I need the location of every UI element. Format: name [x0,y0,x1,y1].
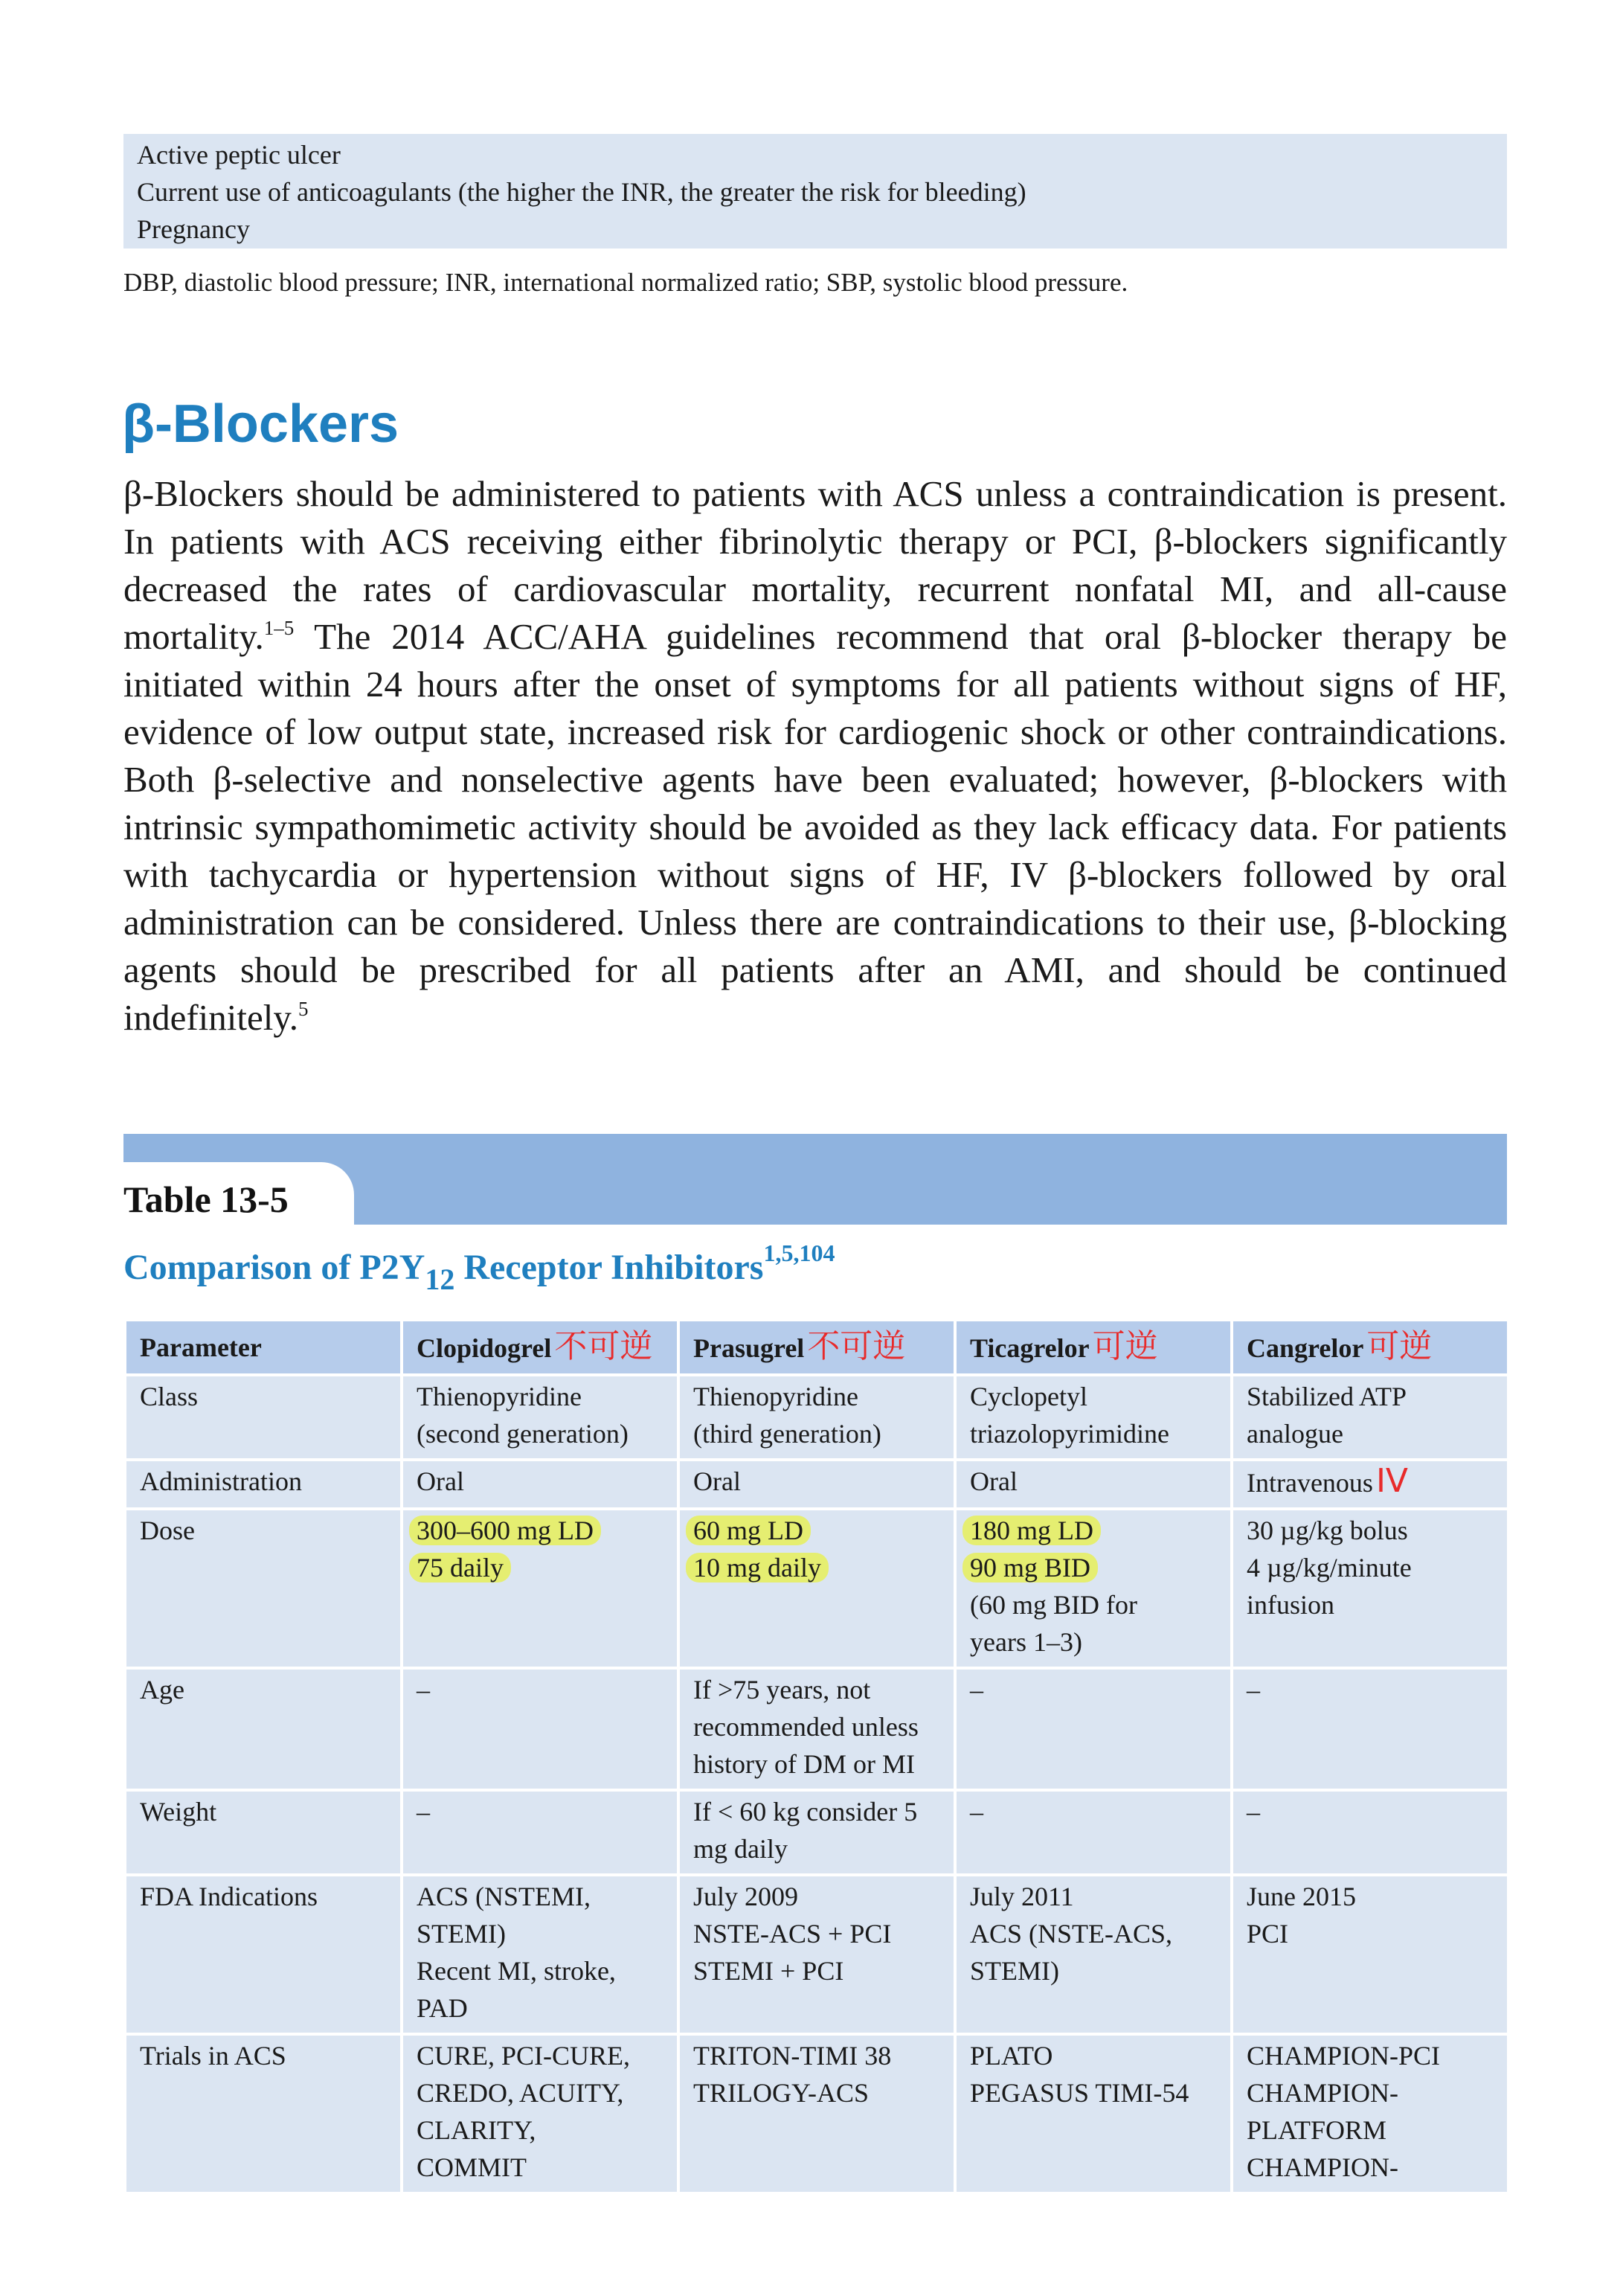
table-cell: – [955,1790,1232,1875]
row-label: FDA Indications [125,1875,402,2034]
subscript: 12 [425,1263,455,1296]
table-cell: CURE, PCI-CURE, CREDO, ACUITY, CLARITY, COMMIT [402,2034,678,2193]
table-cell: PLATO PEGASUS TIMI-54 [955,2034,1232,2193]
header-prasugrel: Prasugrel不可逆 [678,1320,955,1375]
table-row [125,1460,1508,1509]
table-cell: Oral [402,1460,678,1509]
row-label: Administration [125,1460,402,1509]
table-cell: – [955,1668,1232,1790]
table-cell: 30 µg/kg bolus 4 µg/kg/minute infusion [1232,1509,1508,1668]
table-cell: – [1232,1668,1508,1790]
table-cell: July 2011 ACS (NSTE-ACS, STEMI) [955,1875,1232,2034]
table-cell: Oral [955,1460,1232,1509]
section-heading: β-Blockers [122,394,399,454]
table-cell [402,1509,678,1668]
row-label: Class [125,1375,402,1460]
table-cell: – [402,1668,678,1790]
highlighted-text: 90 mg BID [962,1553,1098,1582]
table-cell: CHAMPION-PCI CHAMPION- PLATFORM CHAMPION- [1232,2034,1508,2193]
table-row [125,1875,1508,2034]
paragraph-text: The 2014 ACC/AHA guidelines recommend that oral β-blocker therapy be initiated within 24 hours after the onset of symptoms for all patients without signs of HF, evidence of low output state, increased risk for cardiogenic shock or other contraindications. Both β-selective and nonselective agents have been evaluated; however, β-blockers with intrinsic sympathomimetic activity should be avoided as they lack efficacy data. For patients with tachycardia or hypertension without signs of HF, IV β-blockers followed by oral administration can be considered. Unless there are contraindications to their use, β-blocking agents should be prescribed for all patients after an AMI, and should be continued indefinitely. [123,616,1507,1038]
abbreviations-footnote: DBP, diastolic blood pressure; INR, international normalized ratio; SBP, systolic blood pressure. [123,268,1128,297]
header-cangrelor: Cangrelor可逆 [1232,1320,1508,1375]
table-row [125,1790,1508,1875]
highlighted-text: 300–600 mg LD [409,1516,601,1545]
body-paragraph [123,470,1507,1042]
header-parameter: Parameter [125,1320,402,1375]
row-label: Age [125,1668,402,1790]
table-cell: ACS (NSTEMI, STEMI) Recent MI, stroke, PAD [402,1875,678,2034]
highlighted-text: 75 daily [409,1553,511,1582]
table-row [125,1375,1508,1460]
table-cell: June 2015 PCI [1232,1875,1508,2034]
table-cell: Thienopyridine (second generation) [402,1375,678,1460]
table-cell: – [402,1790,678,1875]
highlighted-text: 60 mg LD [686,1516,811,1545]
contraindications-box [123,134,1507,248]
handwritten-annotation: 可逆 [1366,1327,1433,1365]
table-cell: Stabilized ATP analogue [1232,1375,1508,1460]
contraindication-item: Current use of anticoagulants (the higher the INR, the greater the risk for bleeding) [137,177,1026,207]
comparison-table [123,1318,1510,2195]
table-cell: 180 mg LD 90 mg BID (60 mg BID for years 1–3) [955,1509,1232,1668]
table-cell [678,1509,955,1668]
highlighted-text: 10 mg daily [686,1553,829,1582]
table-cell: Cyclopetyl triazolopyrimidine [955,1375,1232,1460]
table-cell: TRITON-TIMI 38 TRILOGY-ACS [678,2034,955,2193]
table-cell: – [1232,1790,1508,1875]
reference-superscript[interactable]: 1,5,104 [763,1240,835,1266]
table-cell: Oral [678,1460,955,1509]
header-ticagrelor: Ticagrelor可逆 [955,1320,1232,1375]
highlighted-text: 180 mg LD [962,1516,1101,1545]
table-header-row [125,1320,1508,1375]
handwritten-annotation: 不可逆 [554,1327,653,1365]
table-row [125,1509,1508,1668]
reference-superscript[interactable]: 5 [298,998,309,1020]
handwritten-annotation: 不可逆 [807,1327,906,1365]
handwritten-annotation: 可逆 [1092,1327,1158,1365]
table-title: Comparison of $P2Y_{12}$ Receptor Inhibitors$^{1,5,104}$ [123,1240,835,1296]
row-label: Dose [125,1509,402,1668]
handwritten-annotation: IV [1375,1462,1409,1500]
table-cell: If >75 years, not recommended unless history of DM or MI [678,1668,955,1790]
header-clopidogrel: Clopidogrel不可逆 [402,1320,678,1375]
paragraph-text: β-Blockers should be administered to patients with ACS unless a contraindication is present. In patients with ACS receiving either fibrinolytic therapy or PCI, β-blockers significantly decreased the rates of cardiovascular mortality, recurrent nonfatal MI, and all-cause mortality. [123,473,1507,657]
table-cell: July 2009 NSTE-ACS + PCI STEMI + PCI [678,1875,955,2034]
reference-superscript[interactable]: 1–5 [263,617,295,639]
contraindication-item: Pregnancy [137,214,250,244]
table-cell: Thienopyridine (third generation) [678,1375,955,1460]
table-row [125,1668,1508,1790]
table-cell: If < 60 kg consider 5 mg daily [678,1790,955,1875]
contraindication-item: Active peptic ulcer [137,140,341,170]
table-row [125,2034,1508,2193]
row-label: Weight [125,1790,402,1875]
table-label: Table 13-5 [123,1179,289,1220]
table-cell: IntravenousIV [1232,1460,1508,1509]
row-label: Trials in ACS [125,2034,402,2193]
